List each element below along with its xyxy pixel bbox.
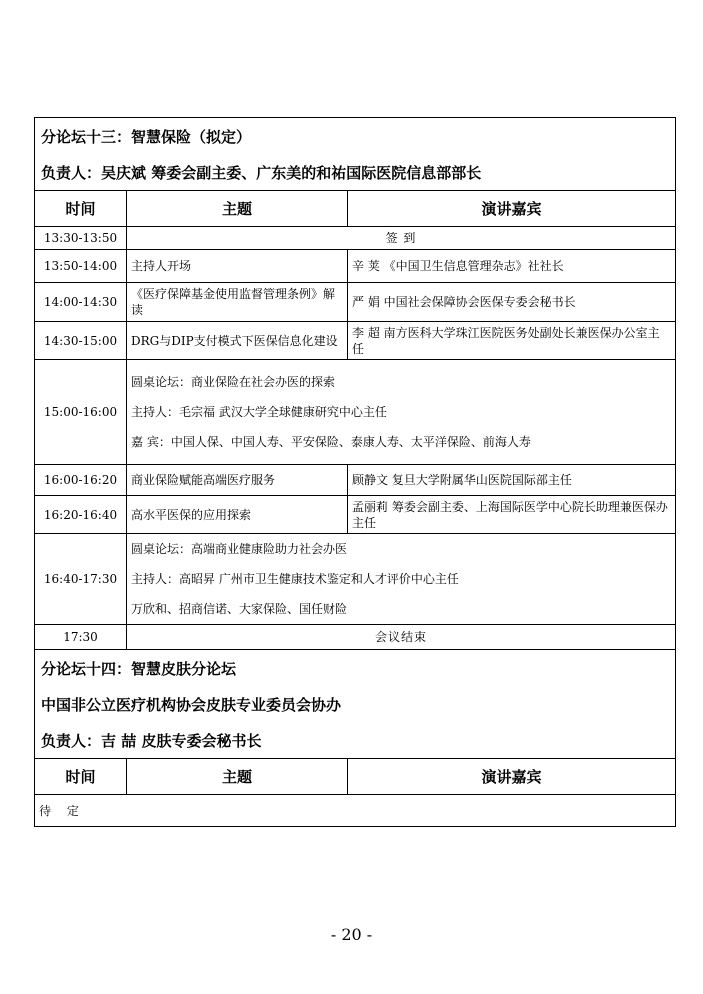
- row-speaker: 李 超 南方医科大学珠江医院医务处副处长兼医保办公室主任: [348, 322, 676, 360]
- row-topic: 商业保险赋能高端医疗服务: [127, 465, 348, 496]
- header-speaker: 演讲嘉宾: [348, 759, 676, 795]
- header-speaker: 演讲嘉宾: [348, 191, 676, 227]
- agenda-sheet: [34, 117, 675, 827]
- row-speaker: 顾静文 复旦大学附属华山医院国际部主任: [348, 465, 676, 496]
- row-topic: 主持人开场: [127, 250, 348, 283]
- roundtable-title: 圆桌论坛：商业保险在社会办医的探索: [131, 375, 336, 389]
- table-row: [35, 496, 676, 534]
- row-time: 13:30-13:50: [35, 227, 127, 250]
- row-time: 16:00-16:20: [35, 465, 127, 496]
- row-topic: DRG与DIP支付模式下医保信息化建设: [127, 322, 348, 360]
- row-time: 17:30: [35, 625, 127, 650]
- table-row: [35, 227, 676, 250]
- row-time: 14:30-15:00: [35, 322, 127, 360]
- tbd-cell: 待 定: [35, 795, 676, 827]
- row-time: 14:00-14:30: [35, 283, 127, 322]
- forum14-leader: 负责人：吉 喆 皮肤专委会秘书长: [35, 722, 676, 759]
- agenda-table: [34, 117, 676, 827]
- row-topic: 高水平医保的应用探索: [127, 496, 348, 534]
- header-time: 时间: [35, 759, 127, 795]
- table-row: [35, 360, 676, 465]
- roundtable-host: 主持人：高昭昇 广州市卫生健康技术鉴定和人才评价中心主任: [131, 572, 459, 586]
- header-topic: 主题: [127, 759, 348, 795]
- row-time: 16:40-17:30: [35, 534, 127, 625]
- row-topic: 《医疗保障基金使用监督管理条例》解读: [127, 283, 348, 322]
- forum14-header-row: [35, 759, 676, 795]
- row-time: 16:20-16:40: [35, 496, 127, 534]
- forum14-title-row: [35, 650, 676, 687]
- forum14-leader-row: [35, 722, 676, 759]
- forum13-title: 分论坛十三：智慧保险（拟定）: [35, 118, 676, 155]
- header-time: 时间: [35, 191, 127, 227]
- table-row: [35, 465, 676, 496]
- row-speaker: 辛 荚 《中国卫生信息管理杂志》社社长: [348, 250, 676, 283]
- row-time: 13:50-14:00: [35, 250, 127, 283]
- row-speaker: 孟丽莉 筹委会副主委、上海国际医学中心院长助理兼医保办主任: [348, 496, 676, 534]
- row-full: 签 到: [127, 227, 676, 250]
- forum14-title: 分论坛十四：智慧皮肤分论坛: [35, 650, 676, 687]
- row-time: 15:00-16:00: [35, 360, 127, 465]
- roundtable-cell: [127, 360, 676, 465]
- forum14-organizer: 中国非公立医疗机构协会皮肤专业委员会协办: [35, 686, 676, 722]
- forum14-organizer-row: [35, 686, 676, 722]
- row-full: 会议结束: [127, 625, 676, 650]
- table-row: [35, 283, 676, 322]
- forum13-leader: 负责人：吴庆斌 筹委会副主委、广东美的和祐国际医院信息部部长: [35, 154, 676, 191]
- roundtable-host: 主持人：毛宗福 武汉大学全球健康研究中心主任: [131, 405, 387, 419]
- forum13-title-row: [35, 118, 676, 155]
- forum13-header-row: [35, 191, 676, 227]
- row-speaker: 严 娟 中国社会保障协会医保专委会秘书长: [348, 283, 676, 322]
- table-row: [35, 534, 676, 625]
- table-row: [35, 795, 676, 827]
- table-row: [35, 322, 676, 360]
- table-row: [35, 625, 676, 650]
- table-row: [35, 250, 676, 283]
- page-number: - 20 -: [330, 925, 373, 944]
- forum13-leader-row: [35, 154, 676, 191]
- roundtable-title: 圆桌论坛：高端商业健康险助力社会办医: [131, 542, 348, 556]
- roundtable-guests: 万欣和、招商信诺、大家保险、国任财险: [131, 602, 348, 616]
- roundtable-cell: [127, 534, 676, 625]
- header-topic: 主题: [127, 191, 348, 227]
- roundtable-guests: 嘉 宾：中国人保、中国人寿、平安保险、泰康人寿、太平洋保险、前海人寿: [131, 435, 531, 449]
